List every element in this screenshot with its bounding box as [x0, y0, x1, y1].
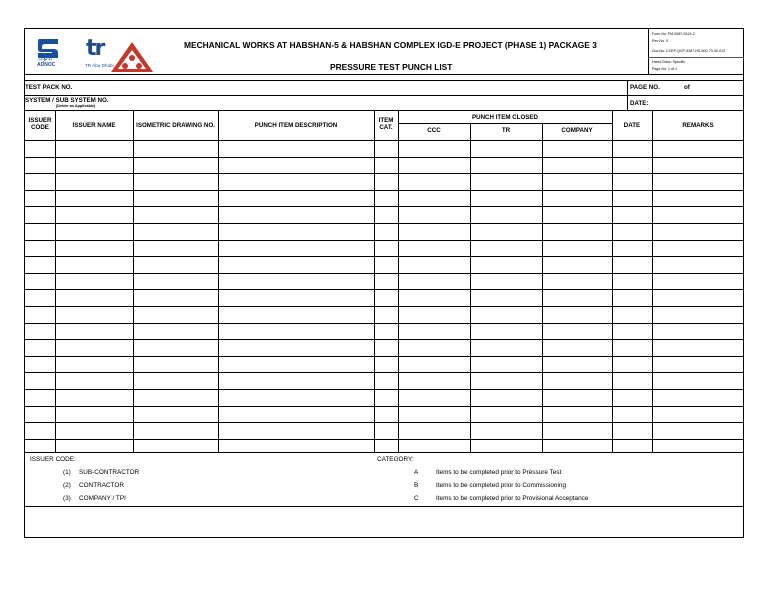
table-row	[24, 206, 744, 207]
table-row	[24, 289, 744, 290]
date-label: DATE:	[630, 100, 649, 107]
category-code-c: C	[414, 495, 419, 502]
issuer-code-2: (2)	[63, 482, 71, 489]
col-description: PUNCH ITEM DESCRIPTION	[254, 122, 338, 129]
table-row	[24, 173, 744, 174]
page-count: Page No. 1 of 1	[652, 67, 677, 71]
page-title: MECHANICAL WORKS AT HABSHAN-5 & HABSHAN COMPLEX IGD-E PROJECT (PHASE 1) PACKAGE 3	[184, 40, 597, 50]
table-row	[24, 339, 744, 340]
table-column-divider	[374, 110, 375, 452]
category-legend-title: CATEGORY:	[377, 456, 414, 463]
category-desc-b: Items to be completed prior to Commissioning	[436, 482, 566, 489]
test-pack-label: TEST PACK NO.	[25, 84, 73, 91]
table-row	[24, 273, 744, 274]
ccc-logo	[110, 41, 154, 73]
col-remarks: REMARKS	[682, 122, 714, 129]
table-row	[24, 190, 744, 191]
doc-number: Doc.No. CCEP-QCP-5287-HS-500-73-30-012	[652, 49, 726, 53]
category-desc-c: Items to be completed prior to Provisional Acceptance	[436, 495, 589, 502]
adnoc-label: ADNOC	[37, 62, 56, 68]
issuer-name-2: CONTRACTOR	[79, 482, 124, 489]
table-column-divider	[133, 110, 134, 452]
col-item-cat-2: CAT.	[379, 124, 393, 131]
issuer-code-1: (1)	[63, 469, 71, 476]
col-punch-closed: PUNCH ITEM CLOSED	[471, 114, 538, 121]
col-tr: TR	[501, 127, 511, 134]
form-number: Form No. FM-5287-9124-2	[652, 32, 695, 36]
col-isometric: ISOMETRIC DRAWING NO.	[136, 122, 215, 129]
page-no-label: PAGE NO.	[630, 84, 660, 91]
issuer-code-3: (3)	[63, 495, 71, 502]
col-item-cat-1: ITEM	[378, 117, 394, 124]
category-desc-a: Items to be completed prior to Pressure Test	[436, 469, 562, 476]
page-of-label: of	[684, 84, 690, 91]
table-row	[24, 256, 744, 257]
table-row	[24, 372, 744, 373]
col-company: COMPANY	[561, 127, 593, 134]
table-row	[24, 406, 744, 407]
table-row	[24, 356, 744, 357]
issuer-name-3: COMPANY / TPI	[79, 495, 126, 502]
col-ccc: CCC	[427, 127, 441, 134]
tr-mark: tr	[86, 36, 104, 61]
ccc-triangle-icon	[110, 41, 154, 73]
issuer-name-1: SUB-CONTRACTOR	[79, 469, 140, 476]
table-row	[24, 306, 744, 307]
table-column-divider	[218, 110, 219, 452]
category-code-a: A	[414, 469, 419, 476]
table-column-divider	[398, 110, 399, 452]
table-row	[24, 240, 744, 241]
table-row	[24, 439, 744, 440]
col-issuer-code-1: ISSUER	[28, 117, 52, 124]
hand-class: Hand Class: Specific	[652, 60, 686, 64]
table-row	[24, 323, 744, 324]
tr-label: TR Abu Dhabi	[85, 63, 114, 68]
rev-number: Rev No. 0	[652, 39, 668, 43]
adnoc-arabic: أدنوك	[38, 56, 53, 62]
category-code-b: B	[414, 482, 419, 489]
adnoc-logo	[28, 36, 68, 70]
table-row	[24, 389, 744, 390]
table-column-divider	[55, 110, 56, 452]
delete-note: (Delete as Applicable)	[56, 104, 96, 108]
table-row	[24, 223, 744, 224]
table-column-divider	[652, 110, 653, 452]
issuer-code-legend-title: ISSUER CODE:	[30, 456, 76, 463]
table-column-divider	[612, 110, 613, 452]
col-issuer-name: ISSUER NAME	[72, 122, 116, 129]
col-date: DATE	[623, 122, 641, 129]
table-row	[24, 157, 744, 158]
form-subtitle: PRESSURE TEST PUNCH LIST	[330, 62, 453, 72]
col-issuer-code-2: CODE	[31, 124, 49, 131]
system-no-label: SYSTEM / SUB SYSTEM NO.	[25, 97, 109, 104]
table-row	[24, 422, 744, 423]
